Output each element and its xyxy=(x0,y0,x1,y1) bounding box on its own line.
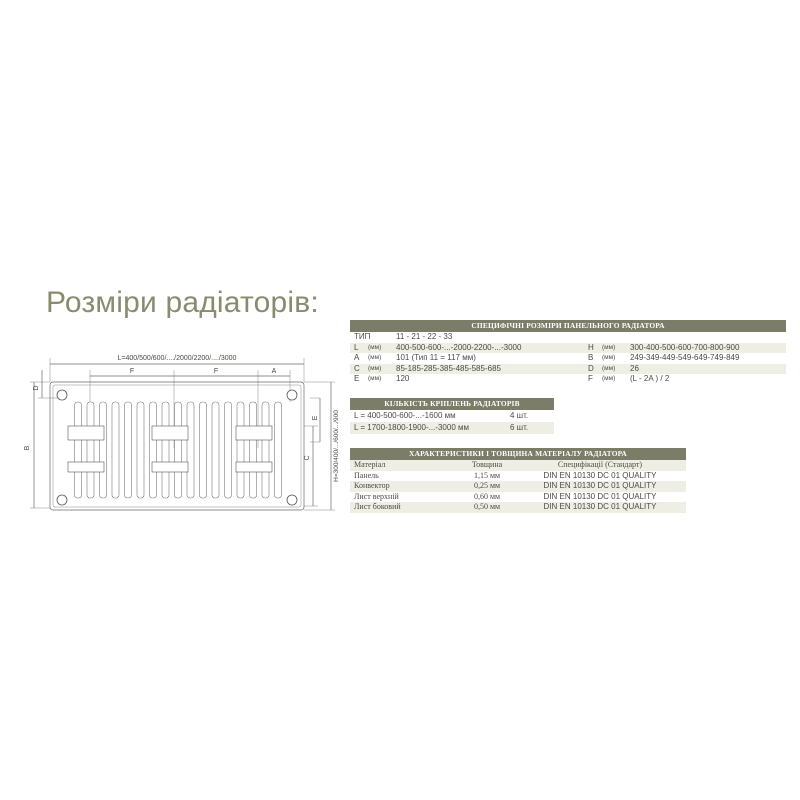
dim-label-height: H=300/400/.../600/.../900 xyxy=(333,410,340,482)
table-cell: (мм) xyxy=(368,343,382,351)
table-row xyxy=(350,353,786,364)
table-cell: 0,60 мм xyxy=(473,491,501,501)
dim-label-f: F xyxy=(129,368,135,375)
table-cell: 0,50 мм xyxy=(473,502,501,511)
radiator-fin xyxy=(275,402,282,498)
table-row: L = 1700-1800-1900-...-3000 мм 6 шт. xyxy=(350,422,554,434)
table-cell: DIN EN 10130 DC 01 QUALITY xyxy=(543,470,657,480)
radiator-fin xyxy=(100,402,107,498)
radiator-diagram xyxy=(20,340,342,530)
table-cell: Лист боковий xyxy=(354,502,401,511)
table-row xyxy=(350,481,686,492)
connection-plug xyxy=(57,495,67,505)
bracket xyxy=(152,462,188,472)
radiator-fin xyxy=(137,402,144,498)
table-cell xyxy=(602,332,630,343)
table-cell: 1,15 мм xyxy=(473,470,501,480)
table-cell: (L - 2A ) / 2 xyxy=(630,374,670,383)
dim-label-b: B xyxy=(24,445,31,451)
radiator-fin xyxy=(125,402,132,498)
connection-plug xyxy=(287,390,297,400)
bracket xyxy=(68,462,104,472)
table-cell: B xyxy=(588,353,594,362)
dim-label-e: E xyxy=(312,415,319,421)
radiator-fin xyxy=(200,402,207,498)
table-cell: Конвектор xyxy=(354,481,390,490)
dim-label-a: A xyxy=(271,368,277,375)
dim-label-d: D xyxy=(33,385,40,391)
table-cell xyxy=(368,332,396,343)
table-row xyxy=(350,332,786,343)
table-cell: DIN EN 10130 DC 01 QUALITY xyxy=(543,491,657,501)
table-cell: Лист верхній xyxy=(354,491,399,501)
table-cell: E xyxy=(354,374,360,383)
connection-plug xyxy=(57,390,67,400)
table-cell: 0,25 мм xyxy=(473,481,501,490)
table-header-row: Матеріал Товщина Специфікації (Стандарт) xyxy=(350,460,686,471)
table-cell: ТИП xyxy=(354,332,371,341)
radiator-fin xyxy=(112,402,119,498)
radiator-fin xyxy=(87,402,94,498)
table-cell: 400-500-600-...-2000-2200-...-3000 xyxy=(396,342,522,352)
dim-label-f: F xyxy=(213,368,219,375)
table-row xyxy=(350,364,786,375)
bracket xyxy=(68,426,104,440)
table-cell: L xyxy=(354,342,359,352)
mounting-table xyxy=(350,398,554,434)
radiator-fin xyxy=(225,402,232,498)
table-header: ХАРАКТЕРИСТИКИ І ТОВЩИНА МАТЕРІАЛУ РАДІАТОРА xyxy=(350,448,686,460)
table-cell: 120 xyxy=(396,374,410,383)
dim-label-c: C xyxy=(304,455,311,461)
table-cell xyxy=(588,332,602,343)
table-cell: (мм) xyxy=(602,343,616,351)
table-cell: 249-349-449-549-649-749-849 xyxy=(630,353,740,362)
radiator-fin xyxy=(75,402,82,498)
table-row xyxy=(350,374,786,385)
radiator-fin xyxy=(262,402,269,498)
table-row xyxy=(350,502,686,513)
table-cell: Панель xyxy=(354,470,379,480)
table-header: СПЕЦИФІЧНІ РОЗМІРИ ПАНЕЛЬНОГО РАДІАТОРА xyxy=(350,320,786,332)
connection-plug xyxy=(287,495,297,505)
table-row xyxy=(350,343,786,354)
table-cell: A xyxy=(354,353,360,362)
table-cell: C xyxy=(354,363,360,373)
table-cell xyxy=(630,332,786,343)
table-cell: F xyxy=(588,374,593,383)
radiator-fin xyxy=(175,402,182,498)
page-title: Розміри радіаторів: xyxy=(46,286,319,319)
radiator-fin xyxy=(237,402,244,498)
table-cell: (мм) xyxy=(602,375,616,382)
table-cell: (мм) xyxy=(368,354,382,361)
table-cell: D xyxy=(588,363,594,373)
table-cell: DIN EN 10130 DC 01 QUALITY xyxy=(543,481,657,490)
dim-label-width: L=400/500/600/..../2000/2200/..../3000 xyxy=(117,355,237,362)
radiator-fin xyxy=(250,402,257,498)
table-cell: 300-400-500-600-700-800-900 xyxy=(630,342,740,352)
radiator-fin xyxy=(187,402,194,498)
table-row xyxy=(350,471,686,482)
table-cell: H xyxy=(588,342,594,352)
specific-dimensions-table xyxy=(350,320,786,385)
bracket xyxy=(152,426,188,440)
table-cell: (мм) xyxy=(368,364,382,372)
table-cell: 101 (Тип 11 = 117 мм) xyxy=(396,353,476,362)
table-cell: (мм) xyxy=(602,364,616,372)
table-cell: (мм) xyxy=(602,354,616,361)
table-cell: 85-185-285-385-485-585-685 xyxy=(396,363,501,373)
table-row: L = 400-500-600-...-1600 мм 4 шт. xyxy=(354,411,529,420)
table-row xyxy=(350,492,686,503)
material-table xyxy=(350,448,686,513)
table-cell: 26 xyxy=(630,363,639,373)
bracket xyxy=(236,426,272,440)
radiator-fin xyxy=(162,402,169,498)
table-cell: DIN EN 10130 DC 01 QUALITY xyxy=(543,502,657,511)
bracket xyxy=(236,462,272,472)
table-cell: 11 - 21 - 22 - 33 xyxy=(396,332,453,341)
table-header: КІЛЬКІСТЬ КРІПЛЕНЬ РАДІАТОРІВ xyxy=(350,398,554,410)
radiator-fin xyxy=(212,402,219,498)
table-cell: (мм) xyxy=(368,375,382,382)
radiator-fin xyxy=(150,402,157,498)
